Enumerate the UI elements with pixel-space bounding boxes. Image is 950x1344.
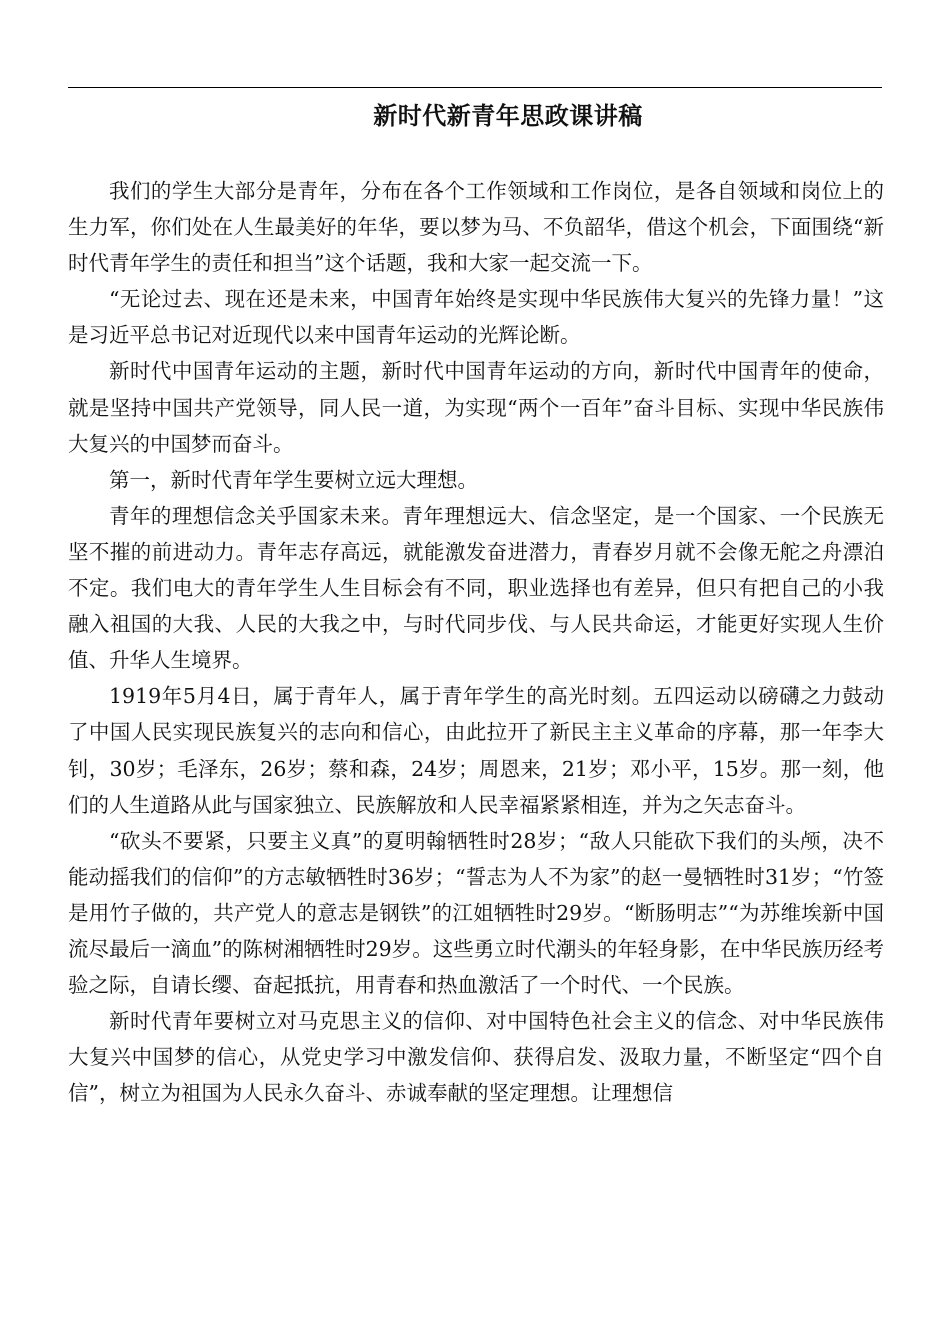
paragraph: “无论过去、现在还是未来，中国青年始终是实现中华民族伟大复兴的先锋力量！”这是习近平总书记对近现代以来中国青年运动的光辉论断。 [68,287,884,348]
paragraph: 我们的学生大部分是青年，分布在各个工作领域和工作岗位，是各自领域和岗位上的生力军，你们处在人生最美好的年华，要以梦为马、不负韶华，借这个机会，下面围绕“新时代青年学生的责任和担当”这个话题，我和大家一起交流一下。 [68,179,884,276]
paragraph: “砍头不要紧，只要主义真”的夏明翰牺牲时28岁；“敌人只能砍下我们的头颅，决不能动摇我们的信仰”的方志敏牺牲时36岁；“誓志为人不为家”的赵一曼牺牲时31岁；“竹签是用竹子做的，共产党人的意志是钢铁”的江姐牺牲时29岁。“断肠明志”“为苏维埃新中国流尽最后一滴血”的陈树湘牺牲时29岁。这些勇立时代潮头的年轻身影，在中华民族历经考验之际，自请长缨、奋起抵抗，用青春和热血激活了一个时代、一个民族。 [68,828,884,998]
paragraph: 1919年5月4日，属于青年人，属于青年学生的高光时刻。五四运动以磅礴之力鼓动了中国人民实现民族复兴的志向和信心，由此拉开了新民主主义革命的序幕，那一年李大钊，30岁；毛泽东，26岁；蔡和森，24岁；周恩来，21岁；邓小平，15岁。那一刻，他们的人生道路从此与国家独立、民族解放和人民幸福紧紧相连，并为之矢志奋斗。 [68,684,884,817]
document-body [68,173,884,1111]
paragraph: 新时代青年要树立对马克思主义的信仰、对中国特色社会主义的信念、对中华民族伟大复兴中国梦的信心，从党史学习中激发信仰、获得启发、汲取力量，不断坚定“四个自信”，树立为祖国为人民永久奋斗、赤诚奉献的坚定理想。让理想信 [68,1009,884,1106]
paragraph: 新时代中国青年运动的主题，新时代中国青年运动的方向，新时代中国青年的使命，就是坚持中国共产党领导，同人民一道，为实现“两个一百年”奋斗目标、实现中华民族伟大复兴的中国梦而奋斗。 [68,359,884,456]
document-title: 新时代新青年思政课讲稿 [373,102,643,130]
paragraph: 青年的理想信念关乎国家未来。青年理想远大、信念坚定，是一个国家、一个民族无坚不摧的前进动力。青年志存高远，就能激发奋进潜力，青春岁月就不会像无舵之舟漂泊不定。我们电大的青年学生人生目标会有不同，职业选择也有差异，但只有把自己的小我融入祖国的大我、人民的大我之中，与时代同步伐、与人民共命运，才能更好实现人生价值、升华人生境界。 [68,503,884,673]
header-rule [68,87,882,88]
section-heading: 第一，新时代青年学生要树立远大理想。 [109,467,478,492]
